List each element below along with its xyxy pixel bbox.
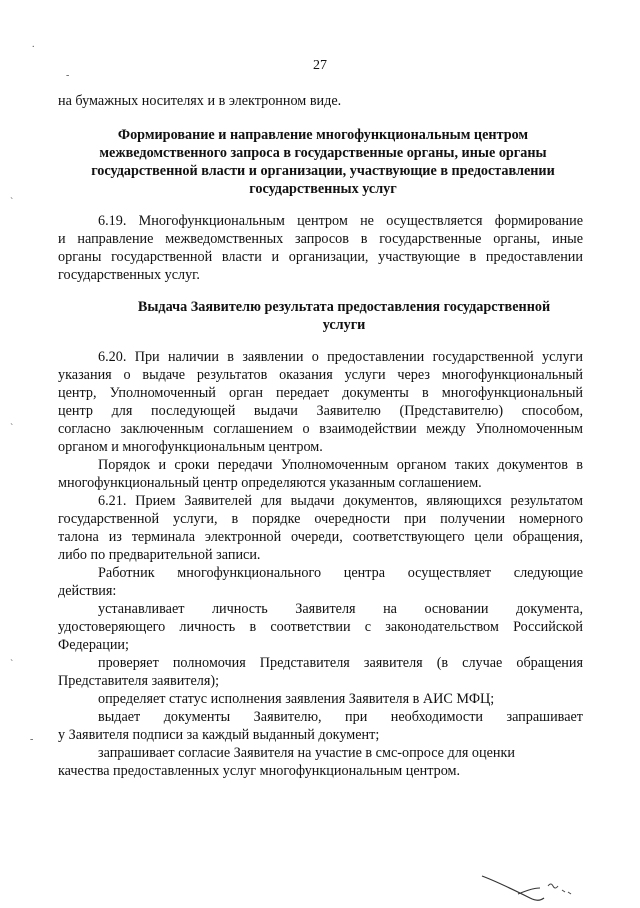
text-line: органы государственной власти и организации, участвующие в предоставлении: [58, 249, 583, 265]
text-line: устанавливает личность Заявителя на основании документа,: [98, 601, 583, 617]
text-line: согласно заключенным соглашением о взаимодействии между Уполномоченным: [58, 421, 583, 437]
text-line: и направление межведомственных запросов в государственные органы, иные: [58, 231, 583, 247]
text-line: многофункциональный центр определяются указанным соглашением.: [58, 475, 482, 491]
text-line: либо по предварительной записи.: [58, 547, 261, 563]
scan-mark: `: [10, 197, 14, 208]
text-line: выдает документы Заявителю, при необходимости запрашивает: [98, 709, 583, 725]
heading-line: Формирование и направление многофункциональным центром: [117, 127, 529, 143]
text-line: проверяет полномочия Представителя заявителя (в случае обращения: [98, 655, 583, 671]
text-line: Представителя заявителя);: [58, 673, 220, 689]
text-line: определяет статус исполнения заявления Заявителя в АИС МФЦ;: [98, 691, 495, 707]
text-line: государственных услуг.: [58, 267, 200, 283]
text-line: органом и многофункциональным центром.: [58, 439, 323, 455]
text-line: центр для последующей выдачи Заявителю (Представителю) способом,: [58, 403, 583, 419]
heading-line: межведомственного запроса в государственные органы, иные органы: [99, 145, 547, 161]
text-line: запрашивает согласие Заявителя на участие в смс-опросе для оценки: [98, 745, 515, 761]
text-line: качества предоставленных услуг многофункциональным центром.: [58, 763, 461, 779]
text-line: государственной услуги, в порядке очередности при получении номерного: [58, 511, 583, 527]
text-line: указания о выдаче результатов оказания услуги через многофункциональный: [58, 367, 583, 383]
heading-line: государственных услуг: [249, 181, 397, 197]
intro-line: на бумажных носителях и в электронном виде.: [58, 93, 342, 109]
heading-line: государственной власти и организации, участвующие в предоставлении: [91, 163, 555, 179]
text-line: 6.21. Прием Заявителей для выдачи документов, являющихся результатом: [98, 493, 583, 509]
text-line: центр, Уполномоченный орган передает документы в многофункциональный: [58, 385, 583, 401]
heading-line: Выдача Заявителю результата предоставления государственной: [137, 299, 551, 315]
text-line: Работник многофункционального центра осуществляет следующие: [98, 565, 583, 581]
scan-mark: -: [30, 734, 34, 745]
scan-mark: -: [66, 70, 70, 81]
signature-mark: [478, 868, 588, 908]
scan-mark: `: [10, 659, 14, 670]
scan-mark: `: [10, 423, 14, 434]
section-heading-result-issuance: [104, 298, 584, 334]
section-heading-interagency-request: [58, 126, 588, 198]
text-line: удостоверяющего личность в соответствии с законодательством Российской: [58, 619, 583, 635]
text-line: Порядок и сроки передачи Уполномоченным органом таких документов в: [98, 457, 583, 473]
page-number: 27: [313, 58, 327, 73]
text-line: у Заявителя подписи за каждый выданный документ;: [58, 727, 380, 743]
heading-line: услуги: [322, 317, 366, 333]
text-line: действия:: [58, 583, 117, 599]
text-line: 6.20. При наличии в заявлении о предоставлении государственной услуги: [98, 349, 583, 365]
scan-mark: .: [32, 39, 35, 50]
text-line: Федерации;: [58, 637, 129, 653]
text-line: талона из терминала электронной очереди, соответствующего цели обращения,: [58, 529, 583, 545]
text-line: 6.19. Многофункциональным центром не осуществляется формирование: [98, 213, 583, 229]
